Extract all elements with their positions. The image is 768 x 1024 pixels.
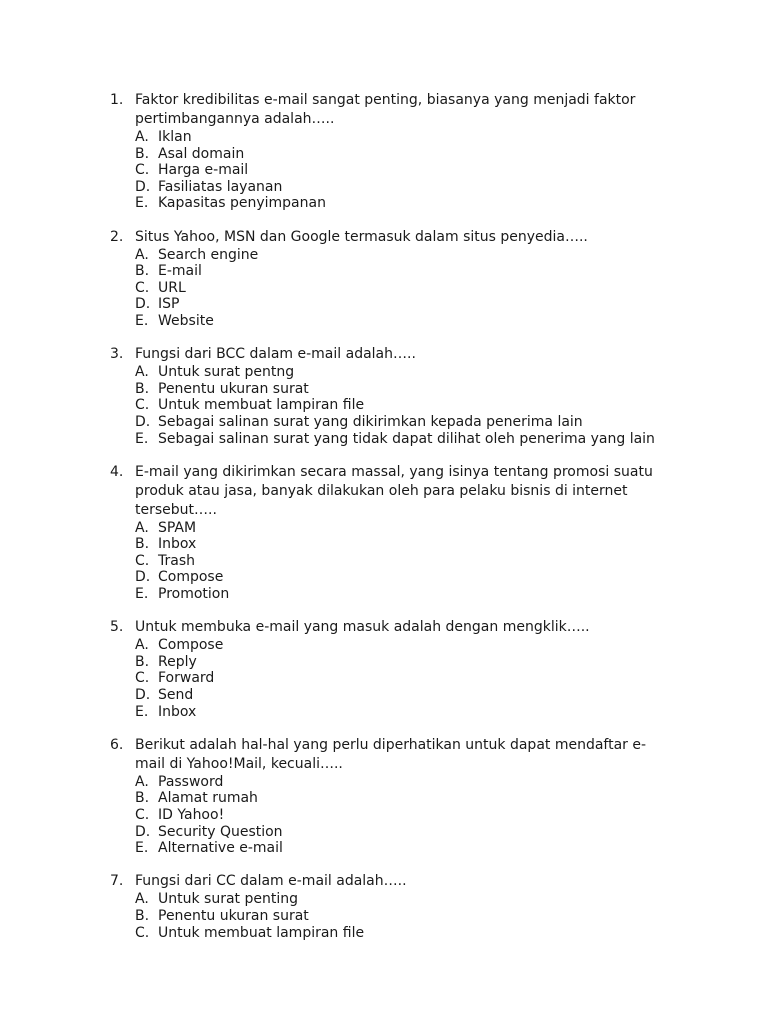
option-letter: B. <box>135 263 150 280</box>
option-letter: B. <box>135 380 150 397</box>
question-3 <box>110 345 670 447</box>
answer-option <box>135 790 670 807</box>
question-6 <box>110 736 670 857</box>
option-letter: D. <box>135 569 151 586</box>
option-text: Untuk surat pentng <box>158 364 295 381</box>
option-letter: A. <box>135 891 149 908</box>
option-text: Penentu ukuran surat <box>158 380 309 397</box>
option-text: Security Question <box>158 823 283 840</box>
answer-option <box>135 908 670 925</box>
answer-option <box>135 381 670 398</box>
question-text: Fungsi dari BCC dalam e-mail adalah….. <box>135 346 416 363</box>
option-text: Compose <box>158 569 224 586</box>
question-number: 4. <box>110 463 124 480</box>
option-letter: C. <box>135 807 150 823</box>
option-letter: A. <box>135 246 149 263</box>
option-letter: D. <box>135 413 151 430</box>
option-letter: B. <box>135 907 150 924</box>
answer-option <box>135 263 670 280</box>
question-number: 3. <box>110 346 124 363</box>
answer-option <box>135 364 670 381</box>
option-text: Send <box>158 687 194 704</box>
option-letter: C. <box>135 279 150 296</box>
option-text: URL <box>158 279 186 296</box>
answer-option <box>135 586 670 603</box>
answer-option <box>135 195 670 212</box>
option-text: Iklan <box>158 129 192 145</box>
option-letter: D. <box>135 178 151 195</box>
option-text: Untuk membuat lampiran file <box>158 397 365 414</box>
option-letter: C. <box>135 670 150 687</box>
answer-options <box>135 520 670 603</box>
option-letter: C. <box>135 552 150 569</box>
question-text: Berikut adalah hal-hal yang perlu diperhatikan untuk dapat mendaftar e-mail di Yahoo!Mail, kecuali….. <box>135 736 647 772</box>
answer-option <box>135 687 670 704</box>
option-text: Promotion <box>158 586 230 603</box>
option-letter: E. <box>135 586 149 603</box>
answer-option <box>135 891 670 908</box>
option-text: Search engine <box>158 246 259 263</box>
option-text: Sebagai salinan surat yang dikirimkan kepada penerima lain <box>158 413 583 430</box>
answer-option <box>135 569 670 586</box>
option-text: Password <box>158 773 224 790</box>
answer-options <box>135 247 670 330</box>
answer-option <box>135 313 670 330</box>
question-number: 1. <box>110 92 124 108</box>
answer-option <box>135 654 670 671</box>
question-text: Faktor kredibilitas e-mail sangat penting, biasanya yang menjadi faktor pertimbangannya adalah….. <box>135 92 636 127</box>
option-text: Sebagai salinan surat yang tidak dapat dilihat oleh penerima yang lain <box>158 430 655 447</box>
option-letter: E. <box>135 703 149 720</box>
option-letter: D. <box>135 687 151 704</box>
answer-options <box>135 774 670 857</box>
option-text: Inbox <box>158 703 197 720</box>
answer-option <box>135 146 670 163</box>
question-list <box>110 91 670 957</box>
option-letter: E. <box>135 312 149 329</box>
option-letter: A. <box>135 773 149 790</box>
answer-option <box>135 637 670 654</box>
question-text: Situs Yahoo, MSN dan Google termasuk dalam situs penyedia….. <box>135 228 588 245</box>
answer-option <box>135 840 670 857</box>
question-number: 5. <box>110 619 124 636</box>
question-4 <box>110 463 670 603</box>
option-text: Alternative e-mail <box>158 840 283 857</box>
question-1 <box>110 91 670 212</box>
answer-options <box>135 364 670 447</box>
option-text: E-mail <box>158 263 202 280</box>
answer-option <box>135 414 670 431</box>
answer-option <box>135 536 670 553</box>
question-text: E-mail yang dikirimkan secara massal, yang isinya tentang promosi suatu produk atau jasa, banyak dilakukan oleh para pelaku bisnis di internet tersebut….. <box>135 463 653 518</box>
question-number: 2. <box>110 228 124 245</box>
option-letter: E. <box>135 430 149 447</box>
answer-option <box>135 553 670 570</box>
answer-option <box>135 431 670 448</box>
option-text: ID Yahoo! <box>158 807 225 823</box>
question-number: 6. <box>110 736 124 753</box>
option-letter: C. <box>135 924 150 941</box>
option-text: Untuk membuat lampiran file <box>158 924 365 941</box>
option-letter: E. <box>135 840 149 857</box>
option-letter: B. <box>135 653 150 670</box>
option-text: Forward <box>158 670 215 687</box>
option-letter: B. <box>135 145 150 162</box>
option-text: Penentu ukuran surat <box>158 907 309 924</box>
option-text: Harga e-mail <box>158 162 249 179</box>
answer-option <box>135 162 670 179</box>
option-letter: C. <box>135 397 150 414</box>
option-text: Fasiliatas layanan <box>158 178 283 195</box>
option-letter: B. <box>135 790 150 807</box>
answer-option <box>135 925 670 942</box>
question-text: Fungsi dari CC dalam e-mail adalah….. <box>135 873 407 890</box>
answer-option <box>135 129 670 146</box>
answer-option <box>135 397 670 414</box>
question-number: 7. <box>110 873 124 890</box>
option-letter: A. <box>135 519 149 536</box>
answer-option <box>135 179 670 196</box>
answer-option <box>135 774 670 791</box>
answer-options <box>135 129 670 212</box>
answer-option <box>135 280 670 297</box>
option-text: Reply <box>158 653 197 670</box>
answer-option <box>135 670 670 687</box>
option-text: Compose <box>158 637 224 654</box>
option-text: Kapasitas penyimpanan <box>158 195 326 212</box>
answer-option <box>135 296 670 313</box>
option-letter: A. <box>135 364 149 381</box>
question-7 <box>110 872 670 941</box>
question-2 <box>110 228 670 330</box>
option-letter: E. <box>135 195 149 212</box>
option-text: SPAM <box>158 519 197 536</box>
option-letter: A. <box>135 637 149 654</box>
answer-option <box>135 247 670 264</box>
option-letter: C. <box>135 162 150 179</box>
question-text: Untuk membuka e-mail yang masuk adalah dengan mengklik….. <box>135 619 590 636</box>
option-letter: B. <box>135 536 150 553</box>
option-letter: A. <box>135 129 149 145</box>
option-text: Alamat rumah <box>158 790 258 807</box>
option-text: ISP <box>158 296 180 313</box>
option-letter: D. <box>135 823 151 840</box>
answer-options <box>135 637 670 720</box>
option-text: Asal domain <box>158 145 245 162</box>
option-text: Trash <box>158 552 195 569</box>
option-text: Website <box>158 312 214 329</box>
option-text: Untuk surat penting <box>158 891 298 908</box>
answer-options <box>135 891 670 941</box>
answer-option <box>135 520 670 537</box>
answer-option <box>135 807 670 824</box>
option-text: Inbox <box>158 536 197 553</box>
answer-option <box>135 704 670 721</box>
option-letter: D. <box>135 296 151 313</box>
question-5 <box>110 618 670 720</box>
answer-option <box>135 824 670 841</box>
